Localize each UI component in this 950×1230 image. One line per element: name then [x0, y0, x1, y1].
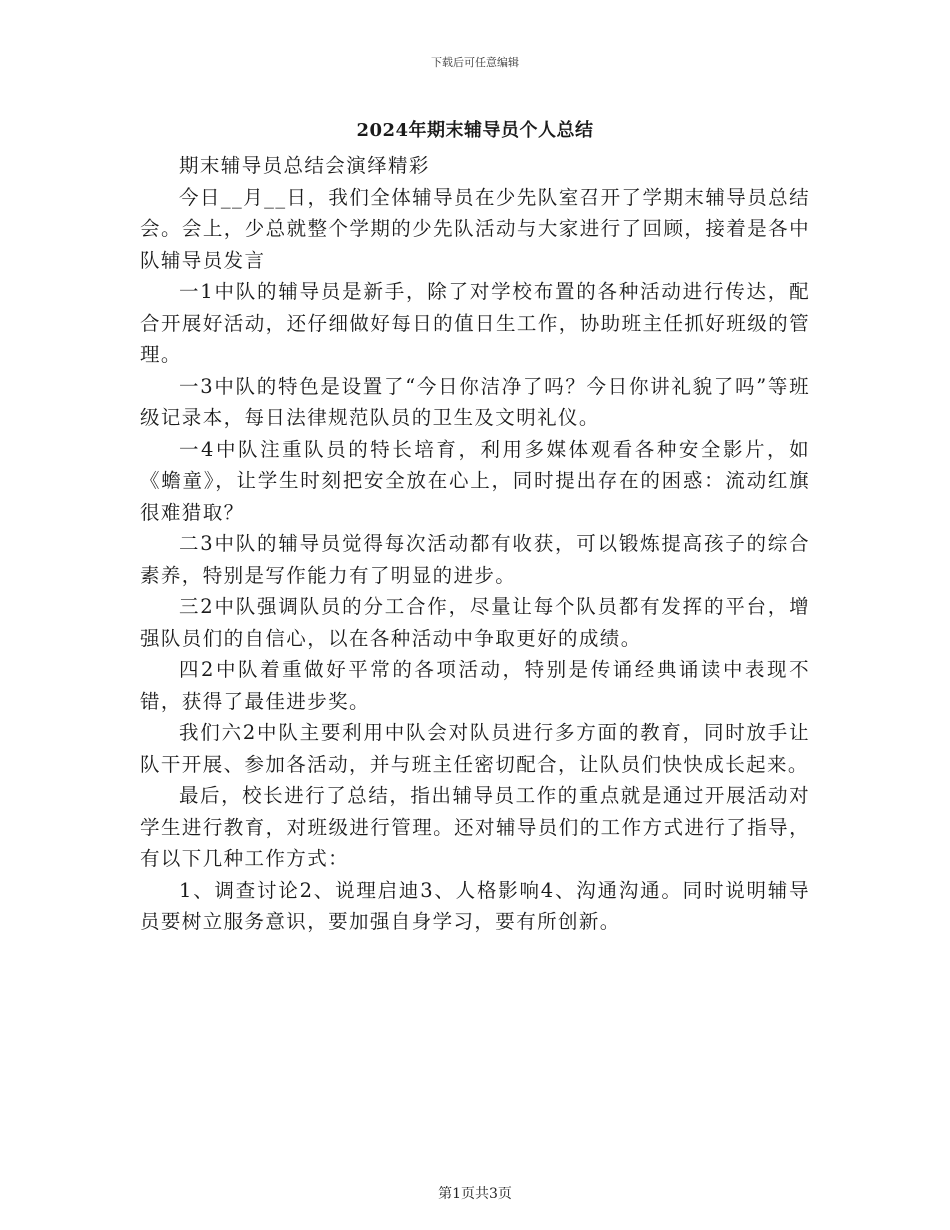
paragraph-principal-summary: 最后，校长进行了总结，指出辅导员工作的重点就是通过开展活动对学生进行教育，对班级进行管理。还对辅导员们的工作方式进行了指导，有以下几种工作方式： [140, 784, 810, 870]
page-number: 第1页共3页 [438, 1186, 512, 1202]
paragraph-work-methods: 1、调查讨论2、说理启迪3、人格影响4、沟通沟通。同时说明辅导员要树立服务意识，要加强自身学习，要有所创新。 [140, 878, 810, 933]
paragraph-class-1-1: 一1中队的辅导员是新手，除了对学校布置的各种活动进行传达，配合开展好活动，还仔细做好每日的值日生工作，协助班主任抓好班级的管理。 [140, 280, 810, 366]
paragraph-class-3-2: 三2中队强调队员的分工合作，尽量让每个队员都有发挥的平台，增强队员们的自信心，以在各种活动中争取更好的成绩。 [140, 595, 810, 650]
paragraph-class-4-2: 四2中队着重做好平常的各项活动，特别是传诵经典诵读中表现不错，获得了最佳进步奖。 [140, 658, 810, 713]
paragraph-subtitle: 期末辅导员总结会演绎精彩 [179, 154, 430, 177]
paragraph-class-6-2: 我们六2中队主要利用中队会对队员进行多方面的教育，同时放手让队干开展、参加各活动，并与班主任密切配合，让队员们快快成长起来。 [140, 721, 810, 776]
paragraph-class-2-3: 二3中队的辅导员觉得每次活动都有收获，可以锻炼提高孩子的综合素养，特别是写作能力有了明显的进步。 [140, 532, 810, 587]
paragraph-class-1-4: 一4中队注重队员的特长培育，利用多媒体观看各种安全影片，如《蟾童》，让学生时刻把安全放在心上，同时提出存在的困惑：流动红旗很难猎取？ [140, 437, 810, 524]
paragraph-intro: 今日__月__日，我们全体辅导员在少先队室召开了学期末辅导员总结会。会上，少总就整个学期的少先队活动与大家进行了回顾，接着是各中队辅导员发言 [140, 185, 810, 272]
header-note: 下载后可任意编辑 [431, 56, 519, 69]
document-body [140, 150, 810, 938]
paragraph-class-1-3: 一3中队的特色是设置了“今日你洁净了吗？今日你讲礼貌了吗”等班级记录本，每日法律规范队员的卫生及文明礼仪。 [140, 374, 810, 429]
document-title: 2024年期末辅导员个人总结 [356, 120, 594, 141]
